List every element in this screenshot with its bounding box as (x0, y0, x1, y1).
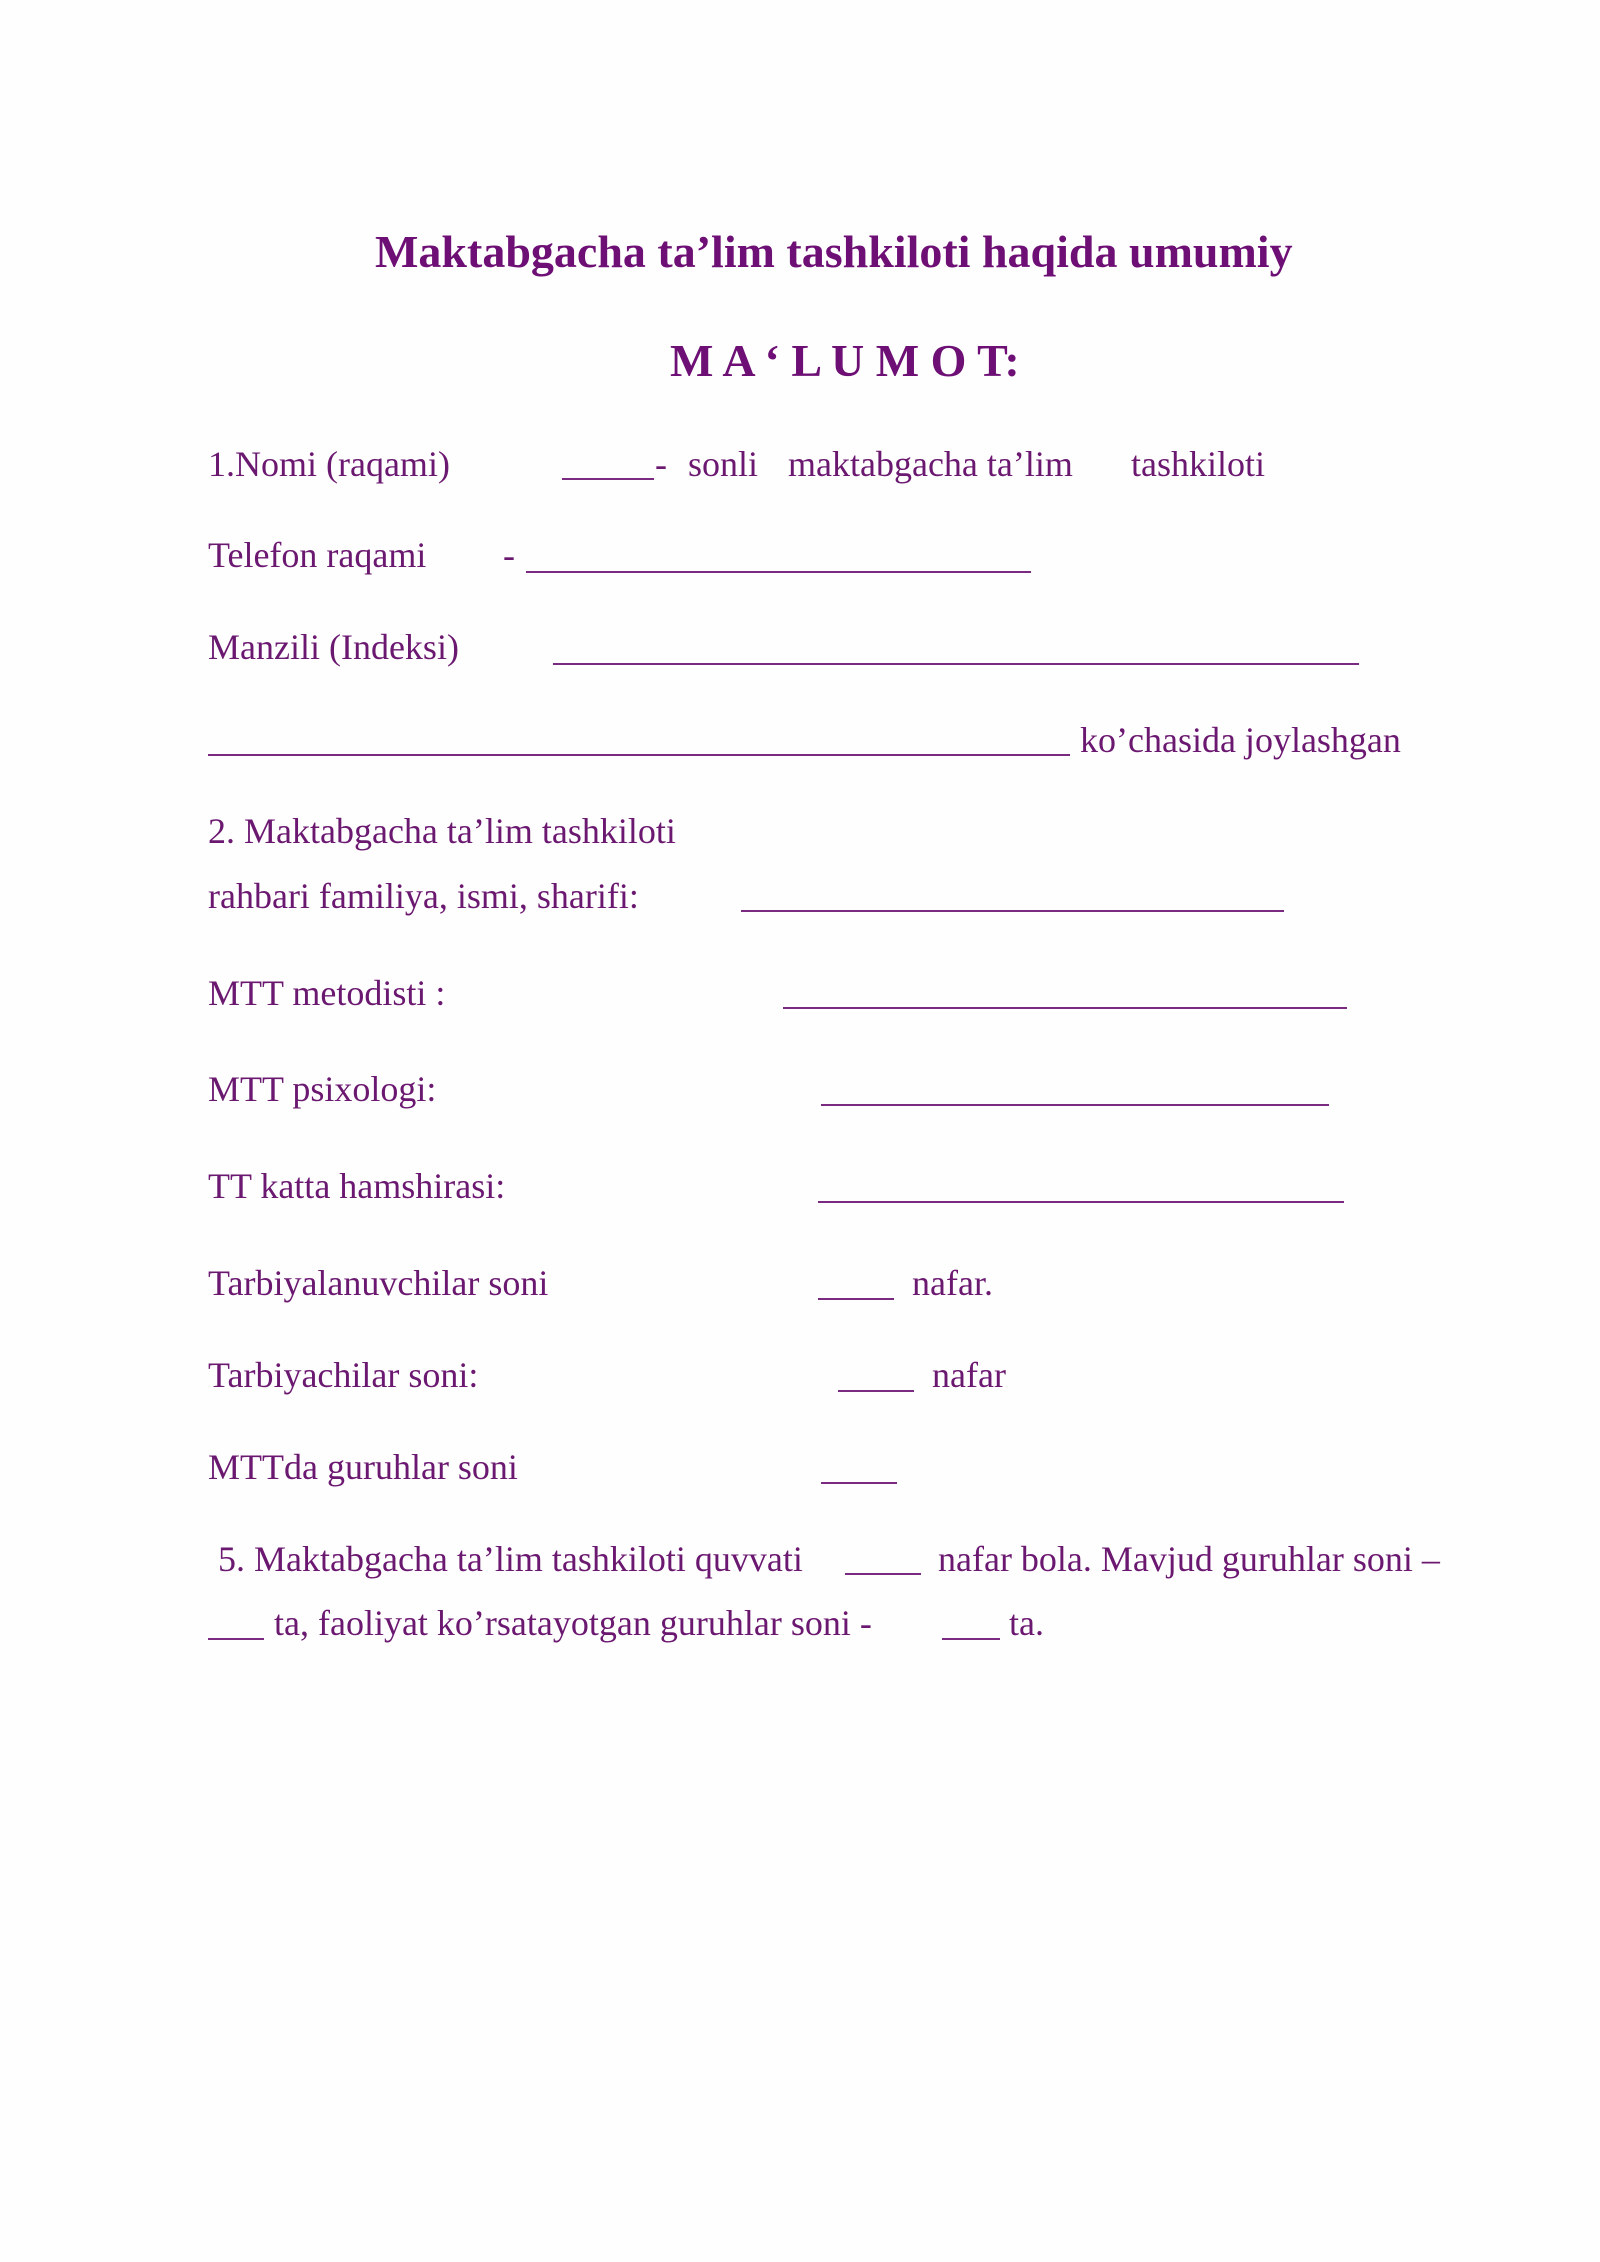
tarbiyalanuvchilar-label: Tarbiyalanuvchilar soni (208, 1263, 549, 1303)
tarbiyalanuvchilar-blank[interactable] (818, 1298, 894, 1300)
psixolog-label: MTT psixologi: (208, 1069, 437, 1109)
quvvati-blank[interactable] (845, 1573, 921, 1575)
hamshira-blank[interactable] (818, 1201, 1344, 1203)
telefon-label: Telefon raqami (208, 535, 427, 575)
faoliyat-ta: ta. (1009, 1603, 1044, 1643)
nomi-maktabgacha-talim: maktabgacha ta’lim (788, 444, 1073, 484)
nomi-label: 1.Nomi (raqami) (208, 444, 450, 484)
document-title-line1: Maktabgacha ta’lim tashkiloti haqida umumiy (375, 226, 1293, 277)
faoliyat-text: ta, faoliyat ko’rsatayotgan guruhlar soni - (274, 1603, 872, 1643)
faoliyat-guruhlar-blank[interactable] (942, 1638, 1000, 1640)
nomi-tashkiloti: tashkiloti (1131, 444, 1265, 484)
document-title-line2: M A ‘ L U M O T: (670, 335, 1020, 386)
nomi-number-blank[interactable] (562, 478, 654, 480)
nomi-sonli: sonli (688, 444, 759, 484)
kochasida-text: ko’chasida joylashgan (1080, 720, 1401, 760)
telefon-blank[interactable] (526, 571, 1031, 573)
guruhlar-blank[interactable] (821, 1482, 897, 1484)
mavjud-guruhlar-text: nafar bola. Mavjud guruhlar soni – (938, 1539, 1440, 1579)
psixolog-blank[interactable] (821, 1104, 1329, 1106)
rahbar-blank[interactable] (741, 910, 1284, 912)
manzil-blank[interactable] (553, 663, 1359, 665)
metodist-label: MTT metodisti : (208, 973, 446, 1013)
tarbiyachilar-label: Tarbiyachilar soni: (208, 1355, 479, 1395)
rahbar-label-line2: rahbari familiya, ismi, sharifi: (208, 876, 639, 916)
nomi-dash: - (655, 444, 667, 484)
mavjud-guruhlar-blank[interactable] (208, 1638, 264, 1640)
manzil-label: Manzili (Indeksi) (208, 627, 459, 667)
tarbiyachilar-blank[interactable] (838, 1390, 914, 1392)
rahbar-label-line1: 2. Maktabgacha ta’lim tashkiloti (208, 811, 676, 851)
tarbiyalanuvchilar-unit: nafar. (912, 1263, 993, 1303)
kocha-blank[interactable] (208, 754, 1070, 756)
quvvati-text: 5. Maktabgacha ta’lim tashkiloti quvvati (218, 1539, 803, 1579)
telefon-dash: - (503, 535, 515, 575)
guruhlar-label: MTTda guruhlar soni (208, 1447, 518, 1487)
metodist-blank[interactable] (783, 1007, 1347, 1009)
tarbiyachilar-unit: nafar (932, 1355, 1006, 1395)
hamshira-label: TT katta hamshirasi: (208, 1166, 506, 1206)
